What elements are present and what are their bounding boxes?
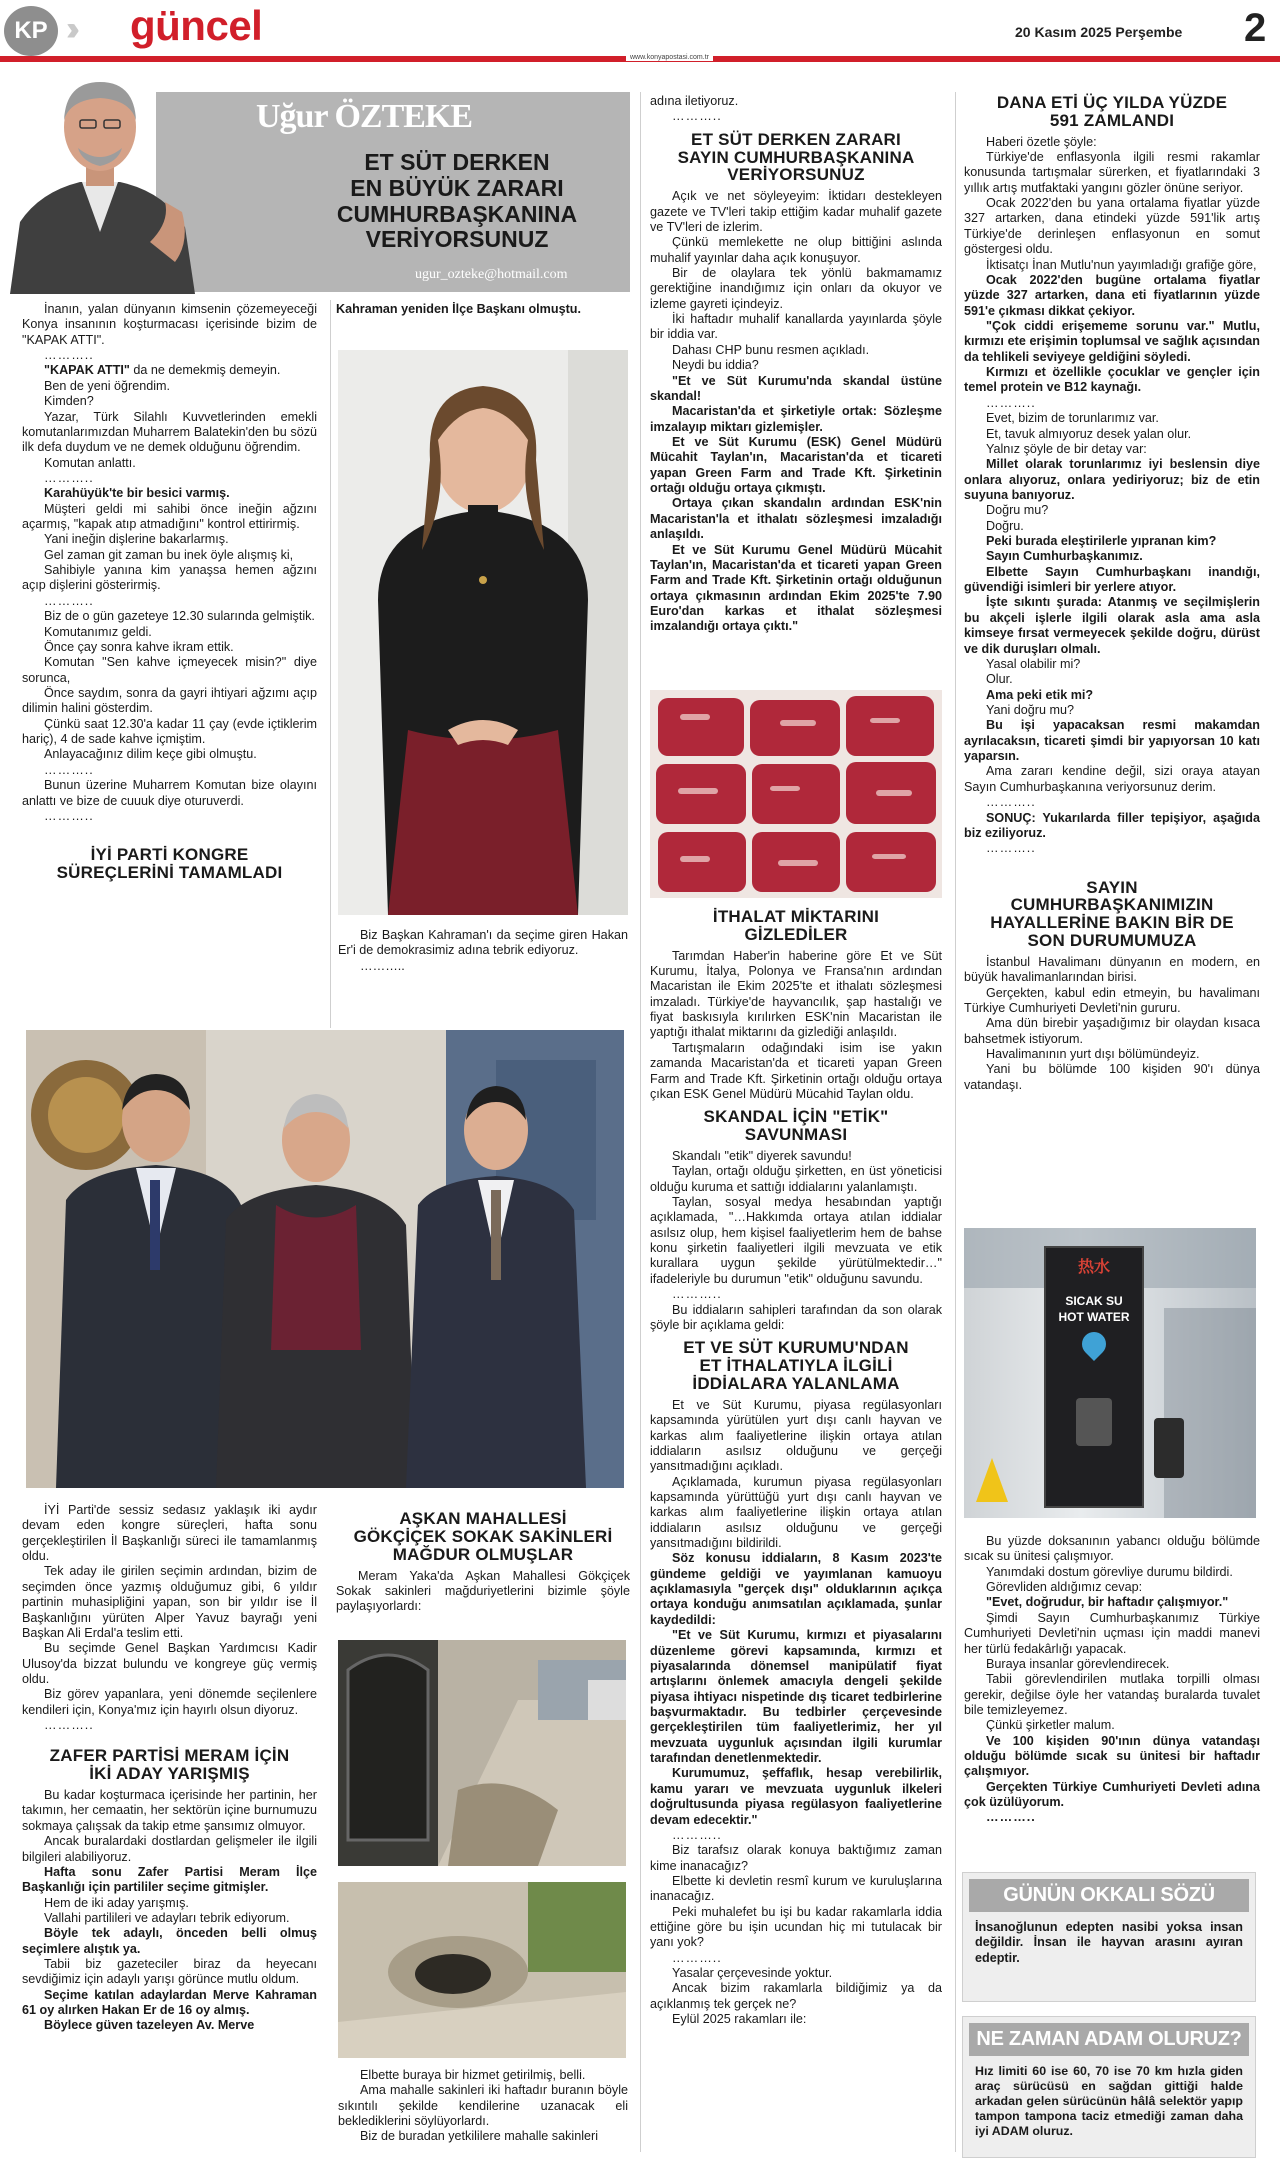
column-dana-eti (964, 94, 1260, 1093)
paragraph: Çünkü saat 12.30'a kadar 11 çay (evde içtiklerim hariç), 4 de sade kahve içmiştim. (22, 716, 317, 747)
paragraph: Ocak 2022'den bu yana ortalama fiyatlar yüzde 327 artarken, dana etindeki yüzde 591'lik artış Türkiye'de derinleşen enflasyonun en somut göstergesi oldu. (964, 196, 1260, 257)
kiosk-sign-cn: 热水 (1077, 1259, 1110, 1276)
paragraph: Elbette ki devletin resmî kurum ve kuruluşlarına inanacağız. (650, 1873, 942, 1904)
paragraph: ……….. (672, 1287, 722, 1302)
zafer-heading: ZAFER PARTİSİ MERAM İÇİN İKİ ADAY YARIŞMIŞ (49, 1746, 290, 1784)
paragraph: "KAPAK ATTI" da ne demekmiş demeyin. (44, 363, 281, 378)
column-ithalat (650, 904, 942, 2028)
paragraph: Olur. (986, 672, 1013, 687)
paragraph: Ocak 2022'den bugüne ortalama fiyatlar yüzde 327 artarken, dana eti fiyatlarının yüzde 591'e çıkması dikkat çekiyor. (964, 272, 1260, 318)
paragraph: Gerçekten, kabul edin etmeyin, bu havalimanı Türkiye Cumhuriyeti Devleti'nin gururu. (964, 985, 1260, 1016)
paragraph: Taylan, ortağı olduğu şirketten, en üst yöneticisi olduğu kuruma et sattığı iddialarını yalanlamıştı. (650, 1164, 942, 1194)
paragraph: Doğru. (986, 518, 1024, 533)
paragraph: Ama dün birebir yaşadığımız bir olaydan kısaca bahsetmek istiyorum. (964, 1016, 1260, 1046)
headline-line: CUMHURBAŞKANINA (336, 200, 578, 227)
paragraph: Yanımdaki dostum görevliye durumu bildirdi. (986, 1564, 1233, 1579)
street-photo (338, 1640, 626, 1866)
column-sicak-su (964, 1534, 1260, 1826)
paragraph: Yasal olabilir mi? (986, 656, 1081, 671)
paragraph: Et ve Süt Kurumu, piyasa regülasyonları kapsamında yürütülen yurt dışı canlı hayvan ve karkas alım faaliyetlerine ilişkin ortaya atılan iddiaların asılsız olduğunu ve gerçeği yansıtmadığını açıkladı. (650, 1397, 942, 1474)
paragraph: Elbette buraya bir hizmet getirilmiş, belli. (360, 2068, 586, 2082)
intro-text (22, 302, 317, 824)
paragraph: Bunun üzerine Muharrem Komutan bize olayını anlattı ve bize de cuuuk diye oturuverdi. (22, 778, 317, 808)
paragraph: Elbette Sayın Cumhurbaşkanı inandığı, güvendiği isimleri bir yerlere atıyor. (964, 564, 1260, 595)
paragraph: "Et ve Süt Kurumu'nda skandal üstüne skandal! (650, 373, 942, 403)
paragraph: Haberi özetle şöyle: (986, 134, 1097, 149)
wet-floor-sign-icon (976, 1458, 1008, 1502)
kiosk-unit (1044, 1246, 1144, 1508)
paragraph: Biz de o gün gazeteye 12.30 sularında gelmiştik. (44, 609, 315, 624)
paragraph: Şimdi Sayın Cumhurbaşkanımız Türkiye Cumhuriyeti Devleti'nin uçması için maddi manevi her türlü fedakârlığı yapacak. (964, 1610, 1260, 1656)
paragraph: "Evet, doğrudur, bir haftadır çalışmıyor." (986, 1595, 1229, 1610)
paragraph: ……….. (672, 109, 722, 124)
paragraph: Yalnız şöyle de bir detay var: (986, 441, 1147, 456)
paragraph: Meram Yaka'da Aşkan Mahallesi Gökçiçek Sokak sakinleri mağduriyetlerini bizimle şöyle paylaşıyorlardı: (336, 1568, 630, 1614)
paragraph: Hem de iki aday yarışmış. (44, 1895, 189, 1910)
adam-oluruz-box (962, 2016, 1256, 2158)
paragraph: Biz tarafsız olarak konuya baktığımız zaman kime inanacağız? (650, 1843, 942, 1873)
paragraph: Sayın Cumhurbaşkanımız. (986, 549, 1143, 564)
paragraph: Vallahi partilileri ve adayları tebrik ediyorum. (44, 1910, 290, 1925)
author-last-name: ÖZTEKE (334, 98, 473, 135)
paragraph: ……….. (44, 593, 94, 608)
adam-oluruz-text: Hız limiti 60 ise 60, 70 ise 70 km hızla giden araç sürücüsü en sağdan gittiği halde arkadan gelen sürücünün hâlâ selektör yapıp tampon tampona taciz etmediği zaman daha iyi ADAM oluruz. (975, 2064, 1243, 2138)
paragraph: Kırmızı et özellikle çocuklar ve gençler için temel protein ve B12 kaynağı. (964, 365, 1260, 395)
iyi-parti-group-photo (26, 1030, 624, 1488)
gunun-sozu-box (962, 1872, 1256, 2002)
paragraph: Kurumumuz, şeffaflık, hesap verebilirlik, kamu yararı ve mevzuata uygunluk ilkeleri doğrultusunda piyasa regülasyon faaliyetlerine devam edecektir." (650, 1766, 942, 1827)
section-title: güncel (130, 2, 263, 49)
column-divider (330, 300, 331, 1028)
paragraph: Tartışmaların odağındaki isim ise yakın zamanda Macaristan'da et ticareti yapan Green Farm and Trade Kft. Şirketinin ortağı olduğu ortaya çıkan ESK Genel Müdürü Mücahid Taylan oldu. (650, 1040, 942, 1101)
water-drop-icon (1077, 1327, 1111, 1361)
paragraph: Ben de yeni öğrendim. (44, 378, 171, 393)
headline-line: VERİYORSUNUZ (365, 226, 549, 253)
paragraph: Gel zaman git zaman bu inek öyle alışmış ki, (44, 547, 294, 562)
paragraph: Kimden? (44, 394, 94, 409)
paragraph: Bu kadar koşturmaca içerisinde her partinin, her takımın, her cemaatin, her sektörün içine burnumuzu sokmaya çalışsak da takip etme şansımız olmuyor. (22, 1788, 317, 1833)
paragraph: Skandalı "etik" diyerek savundu! (672, 1148, 852, 1163)
paragraph: Açık ve net söyleyeyim: İktidarı destekleyen gazete ve TV'leri takip ettiğim kadar muhalif gazete ve TV'leri de izlerim. (650, 189, 942, 234)
col3-top (650, 94, 942, 125)
paragraph: İstanbul Havalimanı dünyanın en modern, en büyük havalimanlarından birisi. (964, 954, 1260, 985)
kiosk-sign-tr: SICAK SU (1065, 1294, 1123, 1308)
author-first-name: Uğur (256, 98, 327, 135)
paragraph: Anlayacağınız dilim keçe gibi olmuştu. (44, 747, 257, 762)
paragraph: Dahası CHP bunu resmen açıkladı. (672, 342, 870, 357)
paragraph: Bu yüzde doksanının yabancı olduğu bölümde sıcak su ünitesi çalışmıyor. (964, 1534, 1260, 1564)
paragraph: Neydi bu iddia? (672, 358, 759, 373)
paragraph: Ama peki etik mi? (986, 687, 1094, 702)
paragraph: Komutan "Sen kahve içmeyecek misin?" diye sorunca, (22, 655, 317, 685)
paragraph: Ancak buralardaki dostlardan gelişmeler ile ilgili bilgileri alabiliyoruz. (22, 1834, 317, 1864)
yalanlama-heading: ET VE SÜT KURUMU'NDAN ET İTHALATIYLA İLGİLİ İDDİALARA YALANLAMA (683, 1338, 909, 1393)
paragraph: ……….. (44, 1718, 94, 1733)
ithalat-heading: İTHALAT MİKTARINI GİZLEDİLER (712, 907, 880, 944)
paragraph: Ve 100 kişiden 90'ının dünya vatandaşı olduğu bölümde sıcak su ünitesi bir haftadır çalışmıyor. (964, 1733, 1260, 1779)
column-kahraman (336, 302, 630, 317)
issue-date: 20 Kasım 2025 Perşembe (1015, 24, 1183, 40)
adam-oluruz-title: NE ZAMAN ADAM OLURUZ? (969, 2023, 1249, 2056)
author-name (256, 98, 472, 136)
zafer-text (22, 1788, 317, 2034)
chevrons-icon: ››› (66, 10, 70, 48)
paragraph: Hafta sonu Zafer Partisi Meram İlçe Başkanlığı için partililer seçime gitmişler. (22, 1864, 317, 1895)
paragraph: Bir de olaylara tek yönlü bakmamamız gerektiğine inandığımız için onları da okuyor ve izleme gayreti içindeyiz. (650, 266, 942, 311)
main-headline (292, 150, 622, 253)
paragraph: Çünkü memlekette ne olup bittiğini aslında muhalif yayınlar daha açık konuşuyor. (650, 235, 942, 265)
paragraph: Doğru mu? (986, 503, 1049, 518)
paragraph: Buraya insanlar görevlendirecek. (986, 1656, 1170, 1671)
paragraph: Yazar, Türk Silahlı Kuvvetlerinden emekli komutanlarımızdan Muharrem Balatekin'den bu sözü ilk defa duydum ve ne demek olduğunu öğrendim. (22, 409, 317, 455)
et-sut-heading: ET SÜT DERKEN ZARARI SAYIN CUMHURBAŞKANINA VERİYORSUNUZ (677, 129, 915, 185)
paragraph: Komutan anlattı. (44, 455, 136, 470)
trash-bin (1154, 1418, 1184, 1478)
kahraman-photo (338, 350, 628, 915)
paragraph: Böyle tek adaylı, önceden belli olmuş seçimlere alıştık ya. (22, 1926, 317, 1956)
column-iyi-parti (22, 1503, 317, 2034)
paragraph: Peki burada eleştirilerle yıpranan kim? (986, 534, 1217, 549)
paragraph: "Et ve Süt Kurumu, kırmızı et piyasalarını düzenleme görevi kapsamında, kırmızı et piyasalarında dönemsel manipülatif fiyat artışlarını önlemek amacıyla dengeli şekilde piyasa ihtiyacı nispetinde dış ticaret tedbirlerine başvurmaktadır. Bu tedbirler çerçevesinde gerçekleştirilen tüm faaliyetlerimiz, her yıl mevzuata uygunluk açısından ilgili kurumlar tarafından denetlenmektedir. (650, 1628, 942, 1766)
paragraph: Evet, bizim de torunlarımız var. (986, 411, 1159, 426)
ithalat-text (650, 949, 942, 1103)
author-email[interactable]: ugur_ozteke@hotmail.com (415, 267, 568, 282)
paragraph: Havalimanının yurt dışı bölümündeyiz. (986, 1047, 1200, 1062)
dana-eti-heading: DANA ETİ ÜÇ YILDA YÜZDE 591 ZAMLANDI (996, 93, 1228, 130)
paragraph: Ancak bizim rakamlarla bildiğimiz ya da açıklanmış tek gerçek ne? (650, 1981, 942, 2011)
paragraph: ……….. (986, 395, 1036, 410)
paragraph: Türkiye'de enflasyonla ilgili resmi rakamlar konusunda tartışmalar sürerken, et fiyatlarındaki 3 yıllık artış mutfaktaki yangını gözler önüne seriyor. (964, 150, 1260, 195)
iyi-parti-heading: İYİ PARTİ KONGRE SÜREÇLERİNİ TAMAMLADI (56, 845, 283, 883)
paragraph: ……….. (672, 1950, 722, 1965)
author-portrait (0, 42, 200, 294)
paragraph: İktisatçı İnan Mutlu'nun yayımladığı grafiğe göre, (986, 257, 1257, 272)
havalimani-heading: SAYIN CUMHURBAŞKANIMIZIN HAYALLERİNE BAKIN BİR DE SON DURUMUMUZA (990, 877, 1234, 951)
paragraph: Komutanımız geldi. (44, 624, 152, 639)
column-divider (640, 92, 641, 2152)
yalanlama-text (650, 1398, 942, 2028)
paragraph: ……….. (986, 841, 1036, 856)
paragraph: Yani ineğin dişlerine bakarlarmış. (44, 532, 229, 547)
paragraph: Biz Başkan Kahraman'ı da seçime giren Hakan Er'i de demokrasimiz adına tebrik ediyoruz. (338, 928, 628, 958)
paragraph: Yasalar çerçevesinde yoktur. (672, 1966, 833, 1981)
paragraph: Böylece güven tazeleyen Av. Merve (44, 2018, 255, 2033)
paragraph: Yani doğru mu? (986, 702, 1074, 717)
paragraph: İYİ Parti'de sessiz sedasız yaklaşık iki aydır devam eden kongre süreçleri, hafta sonu gerçekleştirilen İl Başkanlığı süreci ile tamamlanmış oldu. (22, 1503, 317, 1564)
paragraph: Açıklamada, kurumun piyasa regülasyonları kapsamında yürüttüğü yurt dışı canlı hayvan ve karkas alım faaliyetlerine ilişkin ortaya atılan iddiaların asılsız olduğunu ve gerçeği yansıtmadığını bildirildi. (650, 1474, 942, 1551)
column-askan (336, 1510, 630, 1615)
paragraph: İşte sıkıntı şurada: Atanmış ve seçilmişlerin bu akçeli işlerle ilgili olarak asla ama asla kimseye fırsat vermeyecek şekilde doğru, dürüst ve dik duruşları olmalı. (964, 595, 1260, 656)
paragraph: Önce saydım, sonra da gayri ihtiyari ağzımı açıp dilimin halini gösterdim. (22, 685, 317, 716)
askan-bottom (338, 2068, 628, 2145)
headline-line: ET SÜT DERKEN (364, 149, 550, 175)
paragraph: ……….. (360, 958, 405, 973)
manhole-photo (338, 1882, 626, 2058)
paragraph: ……….. (44, 762, 94, 777)
paragraph: Taylan, sosyal medya hesabından yaptığı açıklamada, "…Hakkımda ortaya atılan iddialar asılsız olup, hem kişisel faaliyetlerim hem de bahse konu şirketin faaliyetleri ilgili mevzuata ve etik kurallara uygun şekilde yürütülmektedir…" ifadeleriyle bu durumun "etik" olduğunu savundu. (650, 1195, 942, 1286)
hot-water-kiosk-photo (964, 1228, 1256, 1518)
paragraph: Bu iddiaların sahipleri tarafından da son olarak şöyle bir açıklama geldi: (650, 1302, 942, 1332)
paragraph: Millet olarak torunlarımız iyi beslensin diye onlara alıyoruz, onlara yediriyoruz; biz de etin suyuna banıyoruz. (964, 457, 1260, 502)
paragraph: Bu seçimde Genel Başkan Yardımcısı Kadir Ulusoy'da bizzat bulundu ve kongreye güç vermiş oldu. (22, 1641, 317, 1686)
havalimani-text (964, 955, 1260, 1093)
paragraph: Bu işi yapacaksan resmi makamdan ayrılacaksın, ticareti şimdi bir yapıyorsan 10 katı yaparsın. (964, 718, 1260, 764)
column-divider (955, 92, 956, 2152)
paragraph: adına iletiyoruz. (650, 94, 739, 108)
paragraph: Yani bu bölümde 100 kişiden 90'ı dünya vatandaşı. (964, 1062, 1260, 1092)
paragraph: ……….. (986, 1810, 1036, 1825)
paragraph: Gerçekten Türkiye Cumhuriyeti Devleti adına çok üzülüyorum. (964, 1779, 1260, 1810)
meat-photo (650, 690, 942, 898)
kiosk-tap (1076, 1398, 1112, 1446)
paragraph: Et ve Süt Kurumu Genel Müdürü Mücahit Taylan'ın, Macaristan'da et ticareti yapan Green Farm and Trade Kft. Şirketinin ortağı olduğunun ortaya çıkmasının ardından Ekim 2025'te 7.90 Euro'dan karkas et ithalat sözleşmesi imzalandığı ortaya çıktı." (650, 542, 942, 634)
paragraph: ……….. (986, 795, 1036, 810)
gunun-sozu-title: GÜNÜN OKKALI SÖZÜ (969, 1879, 1249, 1912)
etik-heading: SKANDAL İÇİN "ETİK" SAVUNMASI (703, 1107, 889, 1145)
paragraph: Et ve Süt Kurumu (ESK) Genel Müdürü Mücahit Taylan'ın, Macaristan'da et ticareti yapan Green Farm and Trade Kft. Şirketinin ortağı olduğu ortaya çıkmıştı. (650, 435, 942, 496)
paragraph: Seçime katılan adaylardan Merve Kahraman 61 oy alırken Hakan Er de 16 oy almış. (22, 1987, 317, 2018)
paragraph: Peki muhalefet bu işi bu kadar rakamlarla iddia ettiğine göre bu işin ucundan hiç mi tutulacak bir yanı yok? (650, 1904, 942, 1950)
sicak-su-text (964, 1534, 1260, 1826)
paragraph: Macaristan'da et şirketiyle ortak: Sözleşme imzalayıp miktarı gizlemişler. (650, 404, 942, 434)
kahraman-caption (338, 928, 628, 974)
paragraph: İki haftadır muhalif kanallarda yayınlarda şöyle bir iddia var. (650, 312, 942, 342)
paragraph: Tabii biz gazeteciler biraz da heyecanı sevdiğimiz için adaylı yarışı görünce mutlu oldum. (22, 1957, 317, 1987)
column-intro (22, 302, 317, 887)
paragraph: Müşteri geldi mi sahibi önce ineğin ağzını açarmış, "kapak atıp atmadığını" kontrol ettirirmiş. (22, 501, 317, 532)
paragraph: Tarımdan Haber'in haberine göre Et ve Süt Kurumu, İtalya, Polonya ve Fransa'nın ardından Macaristan ile Ekim 2025'te et ithalatı sözleşmesi imzaladı. Türkiye'de hayvancılık, şap hastalığı ve fiyat baskısıyla kırılırken ESK'nin Macaristan ile yaptığı ithalat miktarını da gizlediği anlaşıldı. (650, 948, 942, 1040)
et-sut-text (650, 189, 942, 634)
kiosk-sign-en: HOT WATER (1058, 1310, 1130, 1324)
paragraph: Önce çay sonra kahve ikram ettik. (44, 639, 234, 654)
paragraph: Biz de buradan yetkililere mahalle sakinleri (360, 2129, 599, 2144)
column-et-sut (650, 94, 942, 635)
page-number: 2 (1244, 6, 1267, 50)
paragraph: Tek aday ile girilen seçimin ardından, bizim de seçimden önce yazmış olduğumuz gibi, 6 yıldır partinin muhasipliğini yapan, son bir yıldır ise İl Başkanlığını yürüten Alper Yavuz bayrağı yeni Başkan Ali Erdal'a teslim etti. (22, 1564, 317, 1640)
paragraph: Biz görev yapanlara, yeni dönemde seçilenlere kendileri için, Konya'mız için hayırlı olsun diyoruz. (22, 1687, 317, 1717)
paragraph: Ama mahalle sakinleri iki haftadır buranın böyle sıkıntılı şekilde kendilerine uzanacak eli beklediklerini söylüyorlardı. (338, 2083, 628, 2129)
paragraph: SONUÇ: Yukarılarda filler tepişiyor, aşağıda biz eziliyoruz. (964, 810, 1260, 840)
paragraph: ……….. (44, 348, 94, 363)
kahraman-text: Kahraman yeniden İlçe Başkanı olmuştu. (336, 302, 581, 316)
paragraph: Söz konusu iddiaların, 8 Kasım 2023'te gündeme geldiği ve yayımlanan kamuoyu açıklamasıyla "gerçek dışı" olduklarının açıkça ortaya konduğu anımsatılan açıklamada, şunlar kaydedildi: (650, 1551, 942, 1627)
paragraph: Çünkü şirketler malum. (986, 1718, 1115, 1733)
paragraph: Ortaya çıkan skandalın ardından ESK'nin Macaristan'la et ithalatı sözleşmesi imzaladığı anlaşıldı. (650, 496, 942, 542)
paragraph: Görevliden aldığımız cevap: (986, 1580, 1143, 1595)
askan-heading: AŞKAN MAHALLESİ GÖKÇİÇEK SOKAK SAKİNLERİ MAĞDUR OLMUŞLAR (353, 1509, 613, 1564)
paragraph: ……….. (44, 470, 94, 485)
paragraph: ……….. (44, 808, 94, 823)
paragraph: Et, tavuk almıyoruz desek yalan olur. (986, 426, 1192, 441)
askan-text (336, 1569, 630, 1615)
gunun-sozu-text: İnsanoğlunun edepten nasibi yoksa insan değildir. İnsan ile hayvan arasını ayıran edeptir. (975, 1920, 1243, 1965)
site-url: www.konyapostasi.com.tr (626, 54, 713, 61)
headline-line: EN BÜYÜK ZARARI (350, 174, 564, 201)
iyi-parti-text (22, 1503, 317, 1733)
etik-text (650, 1149, 942, 1333)
paragraph: Eylül 2025 rakamları ile: (672, 2012, 807, 2027)
kp-logo: KP (4, 6, 58, 56)
paragraph: ……….. (672, 1827, 722, 1842)
paragraph: Sahibiyle yanına kim yanaşsa hemen ağzını açıp dişlerini gösterirmiş. (22, 563, 317, 593)
paragraph: "Çok ciddi erişememe sorunu var." Mutlu, kırmızı ete erişimin toplumsal ve sağlık açısından da tehlikeli seviyeye geldiğini söyledi. (964, 319, 1260, 364)
paragraph: Ama zararı kendine değil, sizi oraya atayan Sayın Cumhurbaşkanına veriyorsunuz derim. (964, 764, 1260, 794)
paragraph: Tabii görevlendirilen mutlaka torpilli olması gerekir, değilse öyle her vatandaş buralarda tuvalet bile temizleyemez. (964, 1672, 1260, 1717)
paragraph: İnanın, yalan dünyanın kimsenin çözemeyeceği Konya insanının koşturmacası içerisinde bizim de "KAPAK ATTI". (22, 302, 317, 347)
dana-eti-text (964, 135, 1260, 857)
paragraph: Karahüyük'te bir besici varmış. (44, 486, 230, 501)
